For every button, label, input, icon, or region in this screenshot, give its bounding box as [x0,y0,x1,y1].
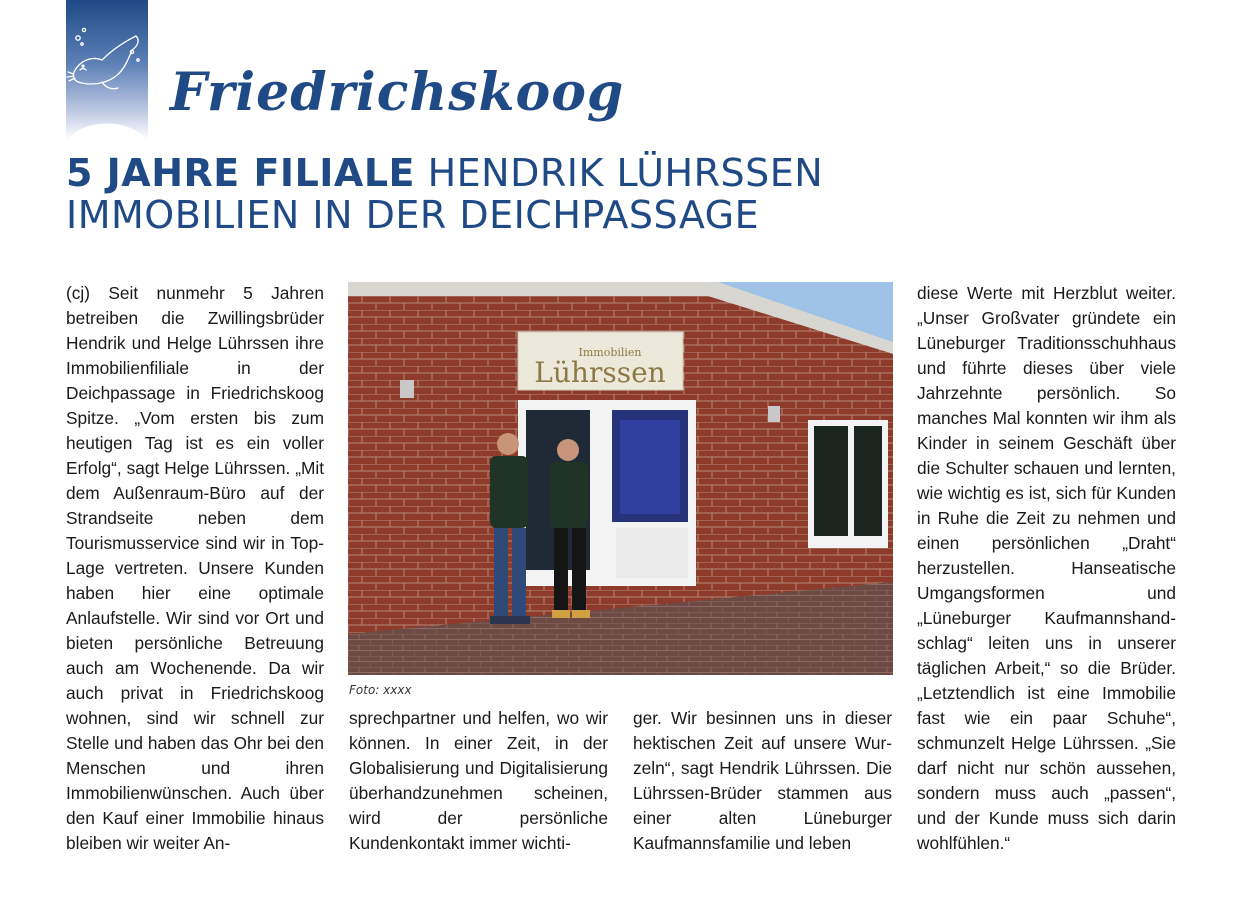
headline [66,152,1186,236]
headline-bold: 5 JAHRE FILIALE [66,151,415,195]
headline-line1-rest: HENDRIK LÜHRSSEN [415,151,824,195]
article-column-1: (cj) Seit nunmehr 5 Jahren betreiben die Zwillingsbrüder Hendrik und Helge Lührssen ihre Immobilienfiliale in der Deichpassage in Friedrichskoog Spitze. „Vom ersten bis zum heutigen Tag ist es ein voller Erfolg“, sagt Helge Lührssen. „Mit dem Außenraum-Büro auf der Strandseite neben dem Tourismusservice sind wir in Top-Lage vertreten. Unsere Kunden haben hier eine optimale Anlaufstelle. Wir sind vor Ort und bieten persönliche Betreuung auch am Wochenende. Da wir auch privat in Friedrichskoog wohnen, sind wir schnell zur Stelle und haben das Ohr bei den Menschen und ihren Immobilienwünschen. Auch über den Kauf einer Immobilie hinaus bleiben wir weiter An- [66,283,324,853]
sign-small-text: Immobilien [578,346,642,359]
storefront-photo [348,282,893,675]
sign-large-text: Lührssen [534,356,666,389]
article-column-4: diese Werte mit Herzblut weiter. „Unser Großvater gründete ein Lüneburger Traditionsschuhhaus und führte dieses über viele Jahrzehnte persönlich. So manches Mal konnten wir ihm als Kinder in seinem Geschäft über die Schulter schauen und lernten, wie wichtig es ist, sich für Kunden in Ruhe die Zeit zu nehmen und einen persönlichen „Draht“ herzustellen. Hanseatische Umgangsformen und „Lüneburger Kaufmannshandschlag“ leiten uns in unserer täglichen Arbeit,“ so die Brüder. „Letztendlich ist eine Immobilie fast wie ein paar Schuhe“, schmunzelt Helge Lührssen. „Sie darf nicht nur schön aussehen, sondern muss auch „passen“, und der Kunde muss sich darin wohlfühlen.“ [917,283,1176,853]
seal-icon [66,0,148,140]
article-column-2: sprechpartner und helfen, wo wir können. In einer Zeit, in der Globalisierung und Digitalisierung überhandzunehmen scheinen, wird der persönliche Kundenkontakt immer wichti- [349,708,608,853]
article-column-3: ger. Wir besinnen uns in dieser hektischen Zeit auf unsere Wurzeln“, sagt Hendrik Lührssen. Die Lührssen-Brüder stammen aus einer alten Lüneburger Kaufmannsfamilie und leben [633,708,892,853]
photo-caption: Foto: xxxx [349,683,412,697]
section-title: Friedrichskoog [170,62,625,123]
headline-line2: IMMOBILIEN IN DER DEICHPASSAGE [66,193,760,237]
seal-logo [66,0,148,140]
